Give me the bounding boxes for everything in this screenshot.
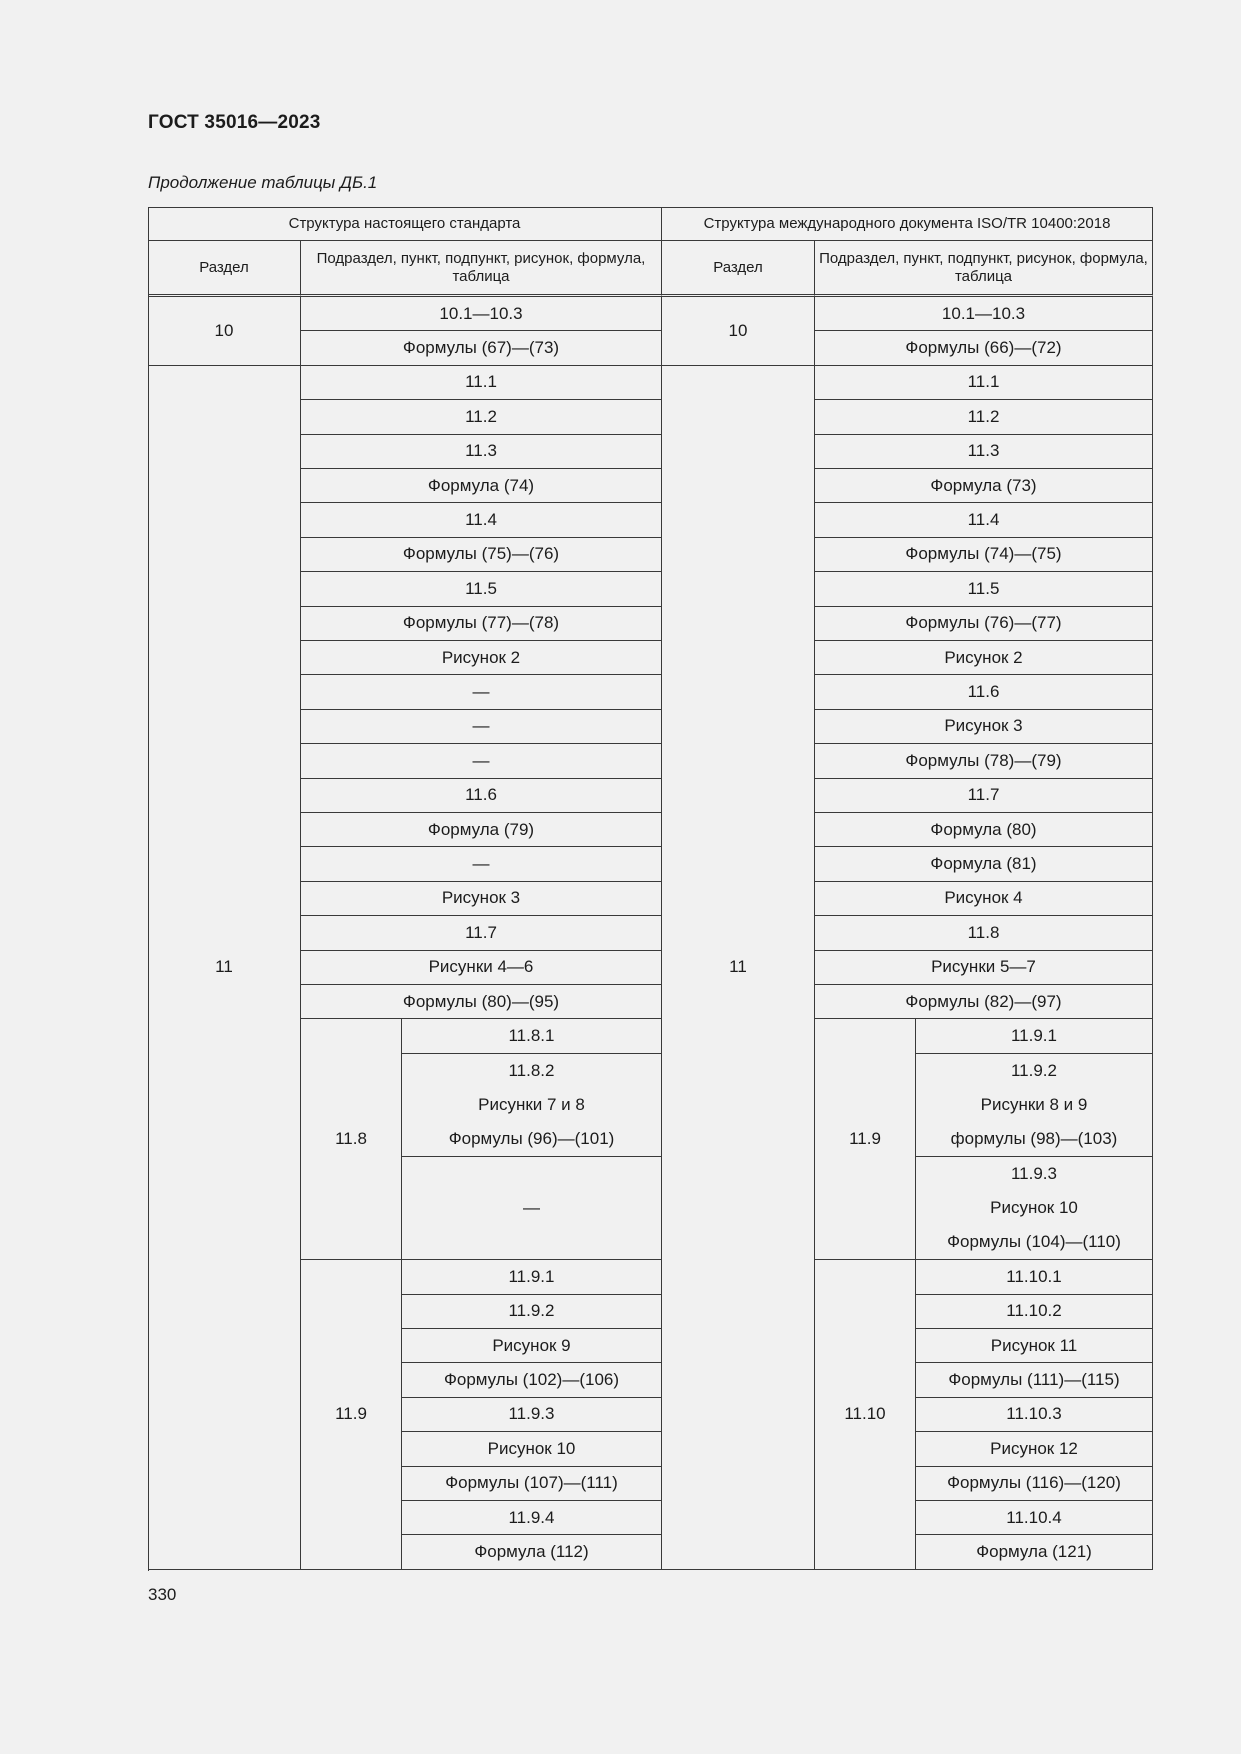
table-row: 10.1—10.3 — [301, 297, 662, 331]
table-row: Рисунки 4—6 — [301, 951, 662, 985]
cell-line: 11.8.2 — [508, 1060, 555, 1080]
table-caption: Продолжение таблицы ДБ.1 — [148, 173, 378, 192]
table-row: 11.8 — [815, 916, 1153, 950]
table-row: Рисунок 3 — [301, 882, 662, 916]
table-row: 11.2 — [301, 400, 662, 434]
column-header-section: Раздел — [662, 241, 815, 297]
nested-row — [402, 1054, 662, 1157]
table-row: 10.1—10.3 — [815, 297, 1153, 331]
table-row: 11.6 — [815, 675, 1153, 709]
table-row: Рисунок 2 — [301, 641, 662, 675]
nested-row: 11.9.3 — [402, 1398, 662, 1432]
group-header-right: Структура международного документа ISO/TR 10400:2018 — [662, 207, 1153, 241]
nested-row: Формулы (116)—(120) — [916, 1467, 1153, 1501]
table-row: 11.7 — [815, 779, 1153, 813]
subsection-number: 11.9 — [301, 1260, 402, 1570]
table-row: Формулы (78)—(79) — [815, 744, 1153, 778]
nested-row: 11.9.4 — [402, 1501, 662, 1535]
column-header-section: Раздел — [148, 241, 301, 297]
table-row: Формула (73) — [815, 469, 1153, 503]
nested-row: Формулы (102)—(106) — [402, 1363, 662, 1397]
section-number: 11 — [148, 366, 301, 1570]
nested-row: 11.10.3 — [916, 1398, 1153, 1432]
table-row: Формулы (80)—(95) — [301, 985, 662, 1019]
cell-line: 11.9.2 — [1010, 1060, 1057, 1080]
table-row: — — [301, 744, 662, 778]
section-number: 11 — [662, 366, 815, 1570]
cell-line: формулы (98)—(103) — [950, 1128, 1118, 1148]
table-row: Формула (79) — [301, 813, 662, 847]
table-row: 11.7 — [301, 916, 662, 950]
cell-line: 11.8.1 — [508, 1026, 555, 1046]
nested-row: Рисунок 10 — [402, 1432, 662, 1466]
nested-row: Формула (112) — [402, 1535, 662, 1569]
nested-row: 11.10.4 — [916, 1501, 1153, 1535]
table-row: 11.5 — [301, 572, 662, 606]
table-row: 11.3 — [815, 435, 1153, 469]
cell-line: 11.9.3 — [1010, 1164, 1057, 1184]
table-row: — — [301, 710, 662, 744]
nested-row: Формула (121) — [916, 1535, 1153, 1569]
nested-row: 11.10.1 — [916, 1260, 1153, 1294]
cell-line: — — [523, 1198, 540, 1218]
table-row: 11.1 — [301, 366, 662, 400]
table-row: 11.6 — [301, 779, 662, 813]
table-row: 11.1 — [815, 366, 1153, 400]
table-row: 11.3 — [301, 435, 662, 469]
nested-row: Рисунок 9 — [402, 1329, 662, 1363]
nested-row — [402, 1157, 662, 1260]
cell-line: Формулы (104)—(110) — [947, 1232, 1121, 1252]
nested-row: 11.10.2 — [916, 1295, 1153, 1329]
nested-row: 11.9.2 — [402, 1295, 662, 1329]
table-row: 11.4 — [815, 503, 1153, 537]
table-row: 11.4 — [301, 503, 662, 537]
table-row: Формулы (82)—(97) — [815, 985, 1153, 1019]
nested-row: Формулы (111)—(115) — [916, 1363, 1153, 1397]
page-number: 330 — [148, 1585, 177, 1604]
section-number: 10 — [662, 297, 815, 366]
table-row: Рисунок 2 — [815, 641, 1153, 675]
nested-row: Рисунок 12 — [916, 1432, 1153, 1466]
cell-line: Формулы (96)—(101) — [448, 1128, 615, 1148]
subsection-number: 11.8 — [301, 1019, 402, 1260]
table-row: — — [301, 847, 662, 881]
nested-row — [402, 1019, 662, 1053]
table-row: Рисунок 4 — [815, 882, 1153, 916]
nested-row: Рисунок 11 — [916, 1329, 1153, 1363]
table-row: Рисунок 3 — [815, 710, 1153, 744]
section-number: 10 — [148, 297, 301, 366]
cell-line: Рисунок 10 — [990, 1198, 1078, 1218]
correspondence-table — [148, 207, 1153, 1571]
table-row: 11.2 — [815, 400, 1153, 434]
table-row: — — [301, 675, 662, 709]
table-row: Формула (80) — [815, 813, 1153, 847]
nested-row: Формулы (107)—(111) — [402, 1467, 662, 1501]
column-header-subsection: Подраздел, пункт, подпункт, рисунок, формула, таблица — [301, 241, 662, 297]
table-row: Формула (81) — [815, 847, 1153, 881]
table-row: Формулы (77)—(78) — [301, 607, 662, 641]
table-row: Рисунки 5—7 — [815, 951, 1153, 985]
table-row: Формула (74) — [301, 469, 662, 503]
group-header-left: Структура настоящего стандарта — [148, 207, 662, 241]
nested-row — [916, 1019, 1153, 1053]
cell-line: Рисунки 7 и 8 — [478, 1094, 585, 1114]
column-header-subsection: Подраздел, пункт, подпункт, рисунок, формула, таблица — [815, 241, 1153, 297]
subsection-number: 11.10 — [815, 1260, 916, 1570]
cell-line: Рисунки 8 и 9 — [980, 1094, 1088, 1114]
nested-row — [916, 1157, 1153, 1260]
table-row: Формулы (66)—(72) — [815, 331, 1153, 365]
cell-line: 11.9.1 — [1010, 1026, 1057, 1046]
table-row: 11.5 — [815, 572, 1153, 606]
table-row: Формулы (76)—(77) — [815, 607, 1153, 641]
nested-row: 11.9.1 — [402, 1260, 662, 1294]
table-row: Формулы (75)—(76) — [301, 538, 662, 572]
document-title: ГОСТ 35016—2023 — [148, 112, 321, 133]
nested-row — [916, 1054, 1153, 1157]
subsection-number: 11.9 — [815, 1019, 916, 1260]
table-row: Формулы (74)—(75) — [815, 538, 1153, 572]
table-row: Формулы (67)—(73) — [301, 331, 662, 365]
